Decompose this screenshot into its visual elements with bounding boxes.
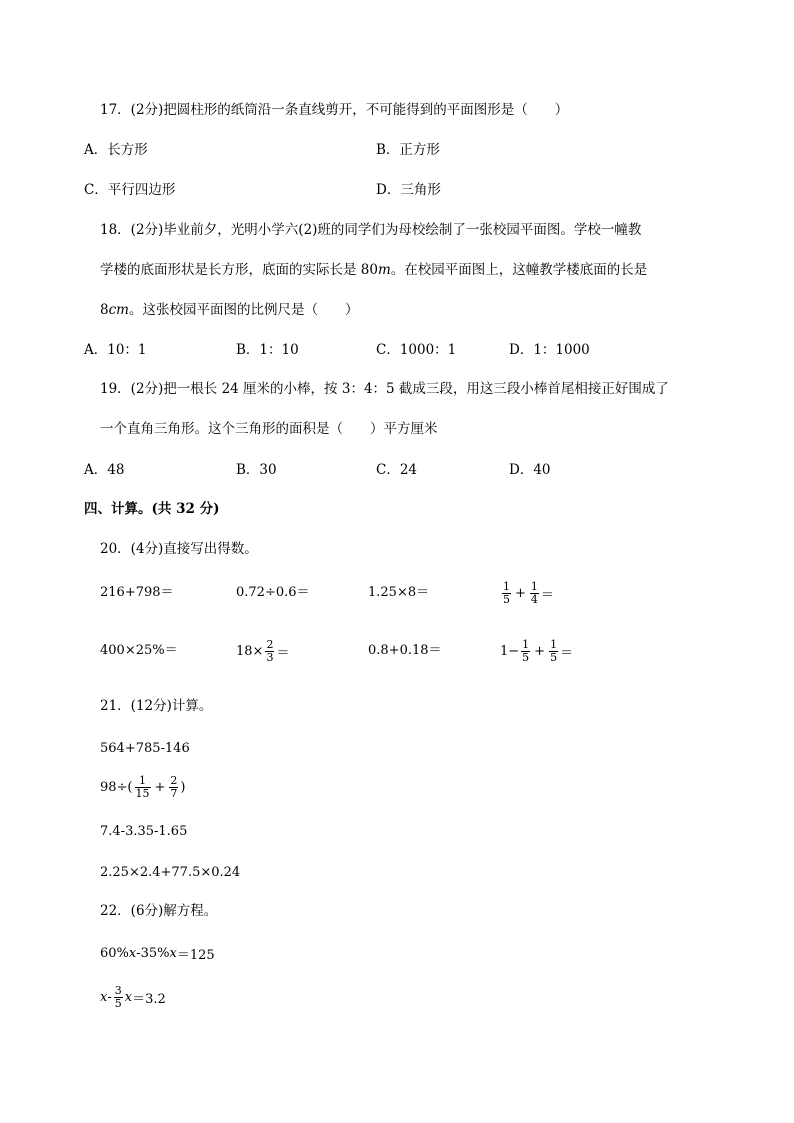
q19-option-b: B．30	[236, 462, 277, 478]
q22-stem: 22．(6分)解方程。	[100, 903, 218, 919]
equation-text: ＝3.2	[132, 991, 166, 1007]
numerator: 2	[170, 773, 178, 787]
q22-equation-2	[100, 982, 166, 1012]
q18-text: 。在校园平面图上，这幢教学楼底面的长是	[390, 262, 648, 278]
numerator: 1	[530, 579, 538, 593]
fraction	[265, 639, 274, 664]
q20-expr-2: 0.72÷0.6＝	[236, 584, 310, 600]
q18-stem-line2	[100, 261, 647, 279]
q18-option-a: A．10：1	[84, 342, 147, 358]
q17-option-a: A．长方形	[84, 142, 148, 158]
variable-x: x	[100, 989, 108, 1005]
operator: -	[107, 989, 112, 1005]
numerator: 1	[522, 637, 530, 651]
q19-stem-line1: 19．(2分)把一根长 24 厘米的小棒，按 3：4：5 截成三段，用这三段小棒首尾相接正好围成了	[100, 381, 669, 397]
q20-stem: 20．(4分)直接写出得数。	[100, 541, 258, 557]
numerator: 1	[139, 773, 147, 787]
q21-expr-3: 7.4-3.35-1.65	[100, 823, 188, 839]
q18-option-c: C．1000：1	[376, 342, 457, 358]
operator: +	[154, 779, 166, 795]
q19-option-d: D．40	[509, 462, 551, 478]
q20-expr-5: 400×25%＝	[100, 642, 178, 658]
q21-stem: 21．(12分)计算。	[100, 698, 213, 714]
q18-number: 8	[100, 302, 109, 318]
numerator: 3	[114, 983, 122, 997]
q21-expr-1: 564+785-146	[100, 740, 190, 756]
fraction	[521, 639, 530, 664]
equation-text: ＝125	[176, 947, 215, 963]
denominator: 7	[170, 786, 178, 800]
q18-stem-line3	[100, 301, 358, 319]
expression-text: )	[180, 779, 186, 795]
denominator: 3	[266, 650, 274, 664]
q20-expr-3: 1.25×8＝	[368, 584, 430, 600]
unit-meter: m	[377, 262, 391, 278]
denominator: 4	[530, 592, 538, 606]
q18-stem-line1: 18．(2分)毕业前夕，光明小学六(2)班的同学们为母校绘制了一张校园平面图。学校一幢教	[100, 222, 642, 238]
fraction	[114, 985, 123, 1010]
q17-option-b: B．正方形	[376, 142, 440, 158]
numerator: 1	[550, 637, 558, 651]
numerator: 1	[503, 579, 510, 593]
expression-text: 18×	[236, 643, 264, 659]
q17-stem: 17．(2分)把圆柱形的纸筒沿一条直线剪开，不可能得到的平面图形是（ ）	[100, 102, 569, 118]
fraction	[135, 775, 151, 800]
q18-option-d: D．1：1000	[509, 342, 590, 358]
denominator: 5	[114, 996, 122, 1010]
q19-option-a: A．48	[84, 462, 125, 478]
variable-x: x	[169, 945, 177, 961]
fraction	[169, 775, 178, 800]
q17-option-c: C．平行四边形	[84, 182, 176, 198]
q19-stem-line2: 一个直角三角形。这个三角形的面积是（ ）平方厘米	[100, 421, 438, 437]
fraction	[530, 581, 539, 606]
denominator: 5	[522, 650, 530, 664]
equals-sign: ＝	[276, 645, 290, 661]
q17-option-d: D．三角形	[376, 182, 441, 198]
operator: +	[534, 643, 546, 659]
q21-expr-4: 2.25×2.4+77.5×0.24	[100, 864, 241, 880]
variable-x: x	[128, 945, 137, 961]
expression-text: 98÷(	[100, 779, 133, 795]
q20-expr-4	[500, 578, 554, 608]
equals-sign: ＝	[560, 645, 574, 661]
variable-x: x	[124, 989, 133, 1005]
operator: +	[515, 585, 526, 601]
fraction	[502, 581, 511, 606]
q19-option-c: C．24	[376, 462, 418, 478]
equals-sign: ＝	[540, 587, 554, 603]
numerator: 2	[266, 637, 274, 651]
q18-text: 。这张校园平面图的比例尺是（ ）	[128, 302, 359, 318]
q22-equation-1	[100, 943, 215, 963]
denominator: 15	[135, 786, 150, 800]
q20-expr-1: 216+798＝	[100, 584, 174, 600]
q21-expr-2	[100, 772, 186, 802]
expression-text: 1−	[500, 643, 520, 659]
denominator: 5	[550, 650, 558, 664]
equation-text: -35%	[136, 945, 170, 961]
unit-centimeter: cm	[108, 302, 129, 318]
fraction	[549, 639, 558, 664]
q18-text: 学楼的底面形状是长方形，底面的实际长是 80	[100, 262, 378, 278]
equation-text: 60%	[100, 945, 129, 961]
q20-expr-8	[500, 636, 573, 666]
q20-expr-6	[236, 636, 289, 666]
q20-expr-7: 0.8+0.18＝	[368, 642, 442, 658]
section-title: 四、计算。(共 32 分)	[84, 501, 220, 517]
denominator: 5	[503, 592, 510, 606]
q18-option-b: B．1：10	[236, 342, 299, 358]
